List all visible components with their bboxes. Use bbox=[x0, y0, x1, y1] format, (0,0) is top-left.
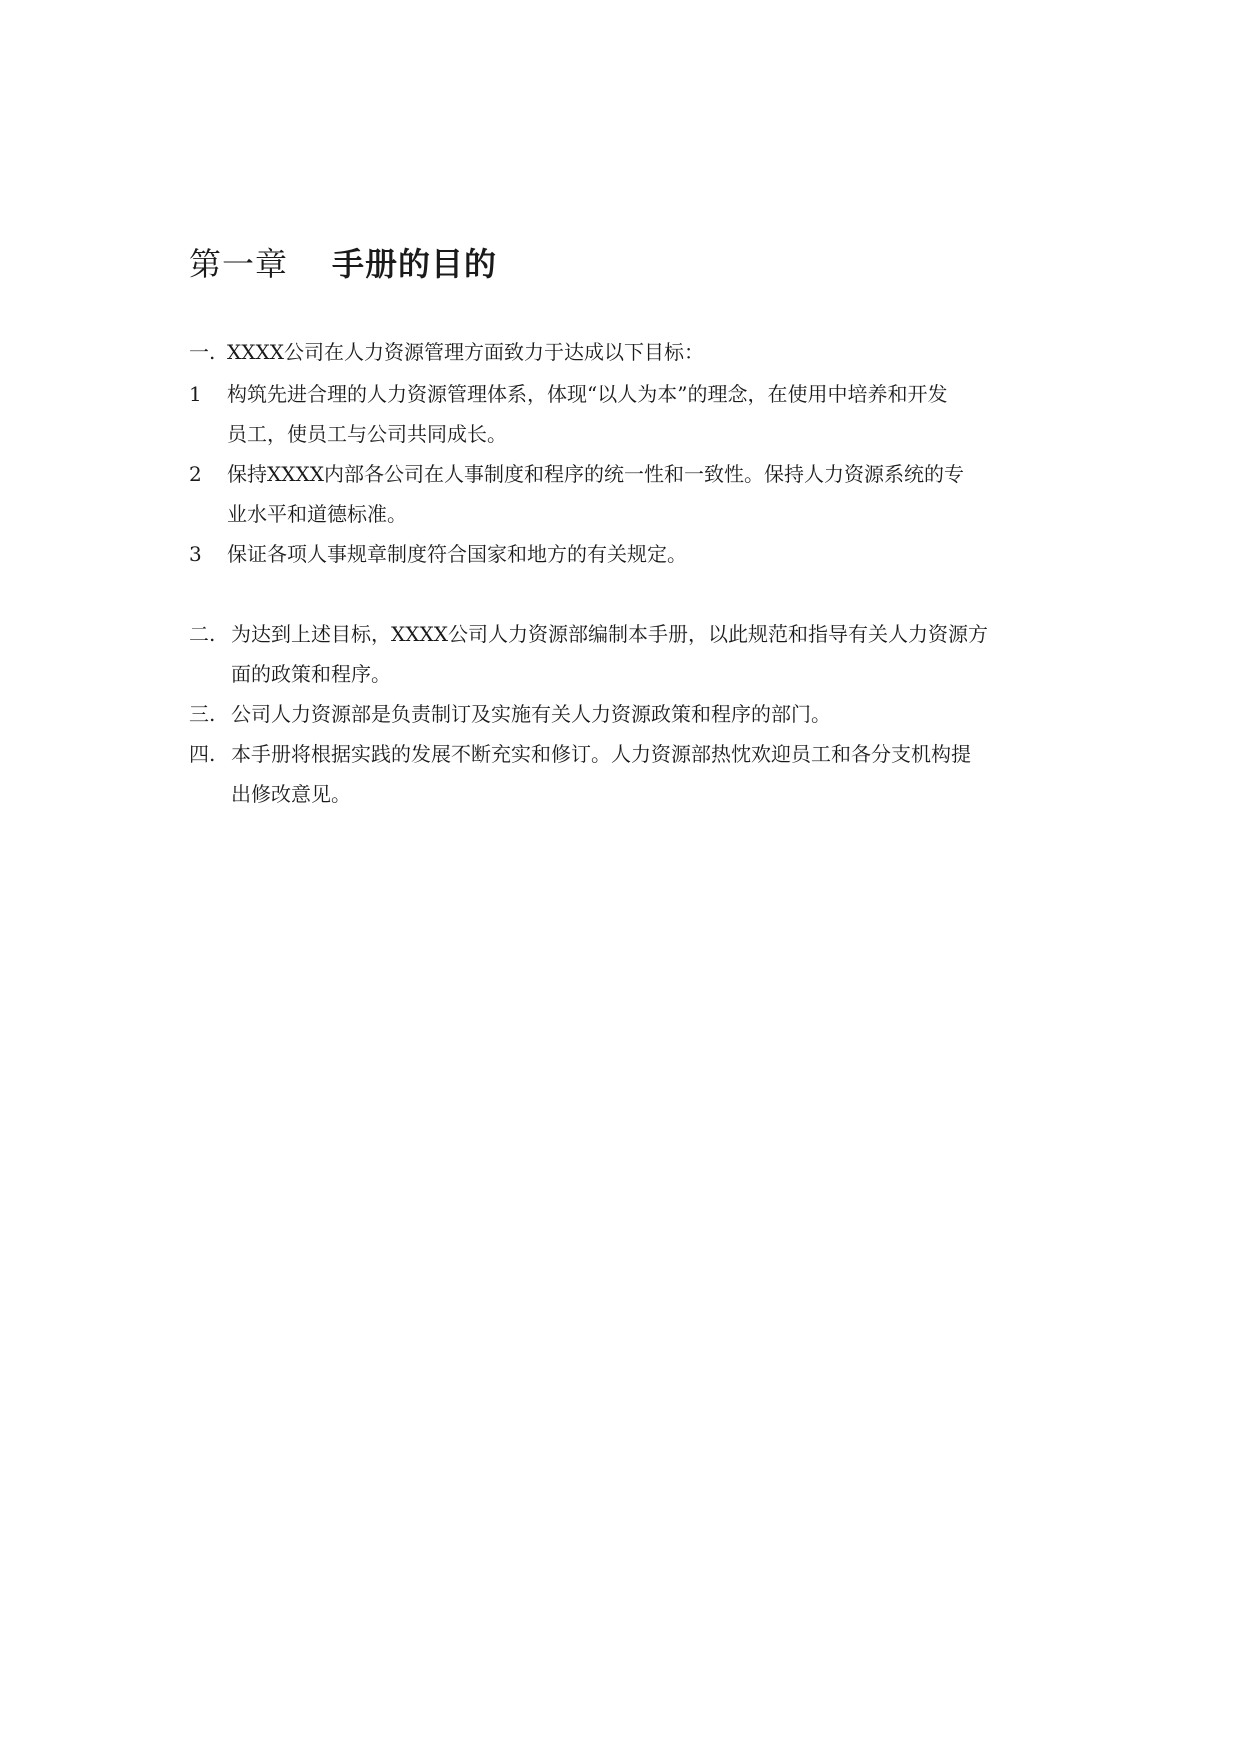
goal-1 bbox=[189, 379, 947, 409]
goal-2-line-1: 保持XXXX内部各公司在人事制度和程序的统一性和一致性。保持人力资源系统的专 bbox=[227, 462, 964, 486]
goal-3-line-1: 保证各项人事规章制度符合国家和地方的有关规定。 bbox=[227, 542, 687, 566]
section-1-marker: 一. bbox=[189, 340, 216, 364]
goal-2-marker: 2 bbox=[189, 462, 202, 486]
section-1-text: XXXX公司在人力资源管理方面致力于达成以下目标： bbox=[227, 340, 704, 364]
chapter-title: 手册的目的 bbox=[332, 245, 498, 283]
goal-1-line-1: 构筑先进合理的人力资源管理体系，体现“以人为本”的理念，在使用中培养和开发 bbox=[227, 382, 948, 406]
goal-2-continuation bbox=[227, 499, 407, 529]
section-3-marker: 三. bbox=[189, 702, 216, 726]
section-3-text: 公司人力资源部是负责制订及实施有关人力资源政策和程序的部门。 bbox=[231, 702, 831, 726]
section-2-continuation bbox=[231, 659, 391, 689]
section-4-continuation bbox=[231, 779, 351, 809]
chapter-heading bbox=[189, 242, 497, 286]
section-4-line-2: 出修改意见。 bbox=[231, 782, 351, 806]
section-4 bbox=[189, 739, 971, 769]
goal-1-marker: 1 bbox=[189, 382, 202, 406]
goal-3-marker: 3 bbox=[189, 542, 202, 566]
goal-1-continuation bbox=[227, 419, 507, 449]
goal-2-line-2: 业水平和道德标准。 bbox=[227, 502, 407, 526]
section-1 bbox=[189, 337, 704, 367]
goal-3 bbox=[189, 539, 687, 569]
section-4-marker: 四. bbox=[189, 742, 216, 766]
goal-2 bbox=[189, 459, 964, 489]
section-2-line-2: 面的政策和程序。 bbox=[231, 662, 391, 686]
section-3 bbox=[189, 699, 831, 729]
goal-1-line-2: 员工，使员工与公司共同成长。 bbox=[227, 422, 507, 446]
section-2 bbox=[189, 619, 988, 649]
chapter-number: 第一章 bbox=[189, 245, 289, 283]
section-4-line-1: 本手册将根据实践的发展不断充实和修订。人力资源部热忱欢迎员工和各分支机构提 bbox=[231, 742, 971, 766]
section-2-line-1: 为达到上述目标，XXXX公司人力资源部编制本手册，以此规范和指导有关人力资源方 bbox=[231, 622, 988, 646]
section-2-marker: 二. bbox=[189, 622, 216, 646]
